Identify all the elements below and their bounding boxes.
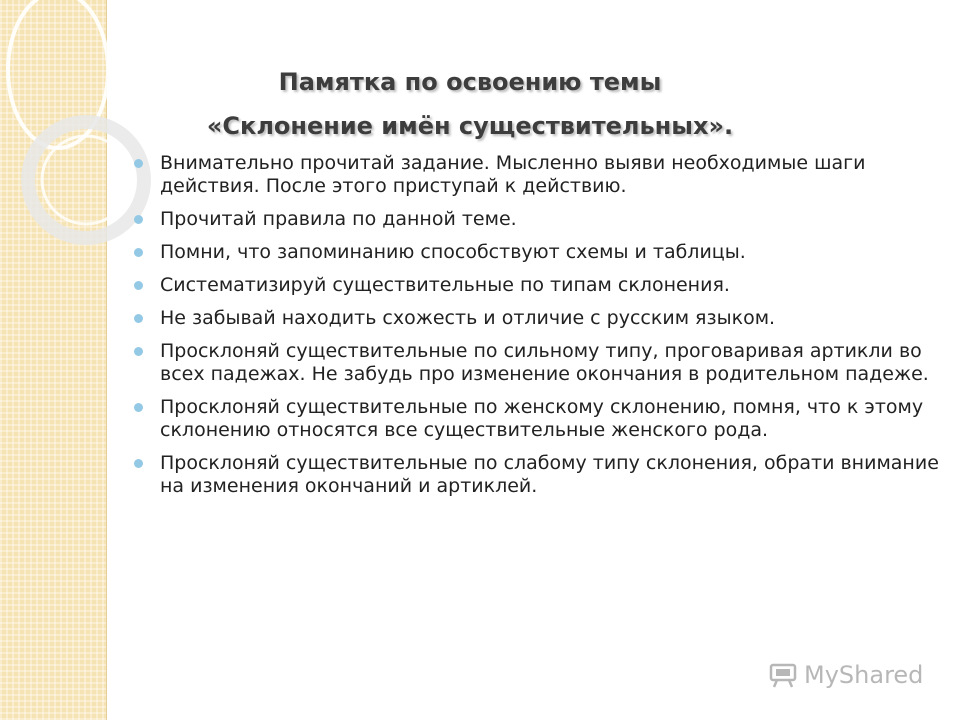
- list-item-text: Не забывай находить схожесть и отличие с русским языком.: [160, 307, 776, 329]
- list-item-text: Прочитай правила по данной теме.: [160, 208, 517, 230]
- list-item: [134, 452, 946, 498]
- list-item-text: Помни, что запоминанию способствуют схемы и таблицы.: [160, 241, 746, 263]
- side-panel: [0, 0, 106, 720]
- list-item-text: Просклоняй существительные по сильному типу, проговаривая артикли во всех падежах. Не забудь про изменение окончания в родительном падеже.: [160, 340, 929, 385]
- slide-title-line-1: Памятка по освоению темы: [278, 68, 662, 96]
- bullet-icon: [134, 281, 143, 290]
- bullet-icon: [134, 159, 143, 168]
- slide-title: [140, 60, 800, 148]
- list-item-text: Просклоняй существительные по слабому типу склонения, обрати внимание на изменения окончаний и артиклей.: [160, 452, 939, 497]
- list-item: [134, 340, 946, 386]
- bullet-icon: [134, 403, 143, 412]
- side-divider: [106, 0, 107, 720]
- bullet-icon: [134, 314, 143, 323]
- presentation-icon: [768, 660, 798, 690]
- bullet-icon: [134, 215, 143, 224]
- slide-title-line-2: «Склонение имён существительных».: [206, 112, 734, 140]
- watermark-text: MyShared: [804, 661, 924, 689]
- list-item-text: Внимательно прочитай задание. Мысленно выяви необходимые шаги действия. После этого приступай к действию.: [160, 152, 866, 197]
- bullet-icon: [134, 347, 143, 356]
- list-item-text: Систематизируй существительные по типам склонения.: [160, 274, 730, 296]
- list-item: [134, 396, 946, 442]
- bullet-icon: [134, 248, 143, 257]
- bullet-list: [134, 152, 946, 508]
- list-item: [134, 274, 946, 297]
- watermark: [768, 655, 923, 695]
- list-item: [134, 152, 946, 198]
- list-item: [134, 241, 946, 264]
- list-item: [134, 307, 946, 330]
- list-item-text: Просклоняй существительные по женскому склонению, помня, что к этому склонению относятся все существительные женского рода.: [160, 396, 924, 441]
- list-item: [134, 208, 946, 231]
- bullet-icon: [134, 459, 143, 468]
